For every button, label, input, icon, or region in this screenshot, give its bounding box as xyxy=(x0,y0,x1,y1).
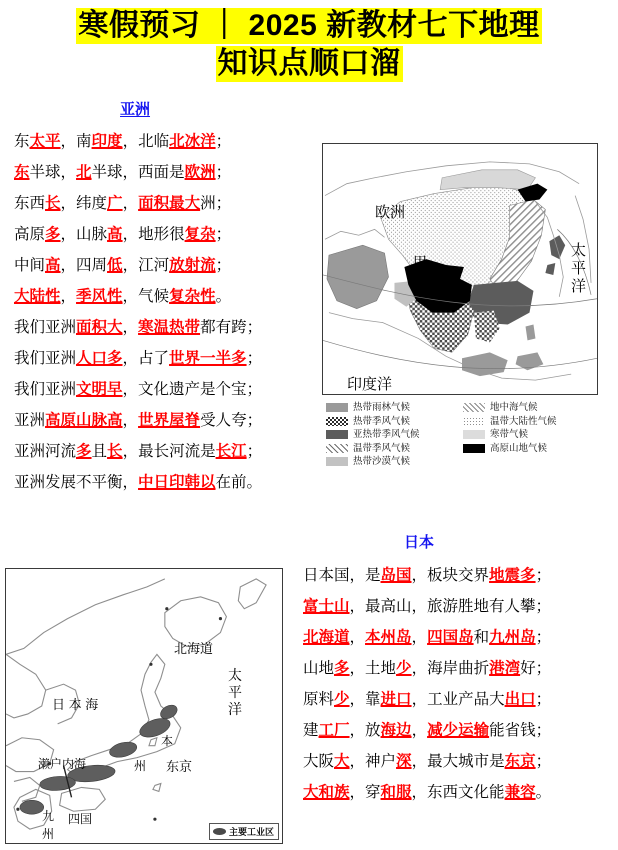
legend-label: 热带雨林气候 xyxy=(353,402,411,413)
plain-text: 。 xyxy=(535,784,552,801)
keyword-text: 九州岛 xyxy=(489,629,536,646)
plain-text: ， xyxy=(60,288,77,305)
keyword-text: 寒温热带 xyxy=(138,319,201,336)
keyword-text: 长江 xyxy=(215,443,247,460)
map-label: 欧洲 xyxy=(375,204,406,221)
keyword-text: 少 xyxy=(334,691,350,708)
legend-item xyxy=(463,442,557,456)
keyword-text: 面积最大 xyxy=(138,195,201,212)
keyword-text: 放射流 xyxy=(169,257,216,274)
plain-text: ； xyxy=(215,133,232,150)
keyword-text: 长 xyxy=(45,195,61,212)
plain-text: ； xyxy=(535,691,552,708)
legend-label: 热带季风气候 xyxy=(353,415,411,427)
industry-zone-swatch-icon xyxy=(213,828,226,835)
keyword-text: 高 xyxy=(107,226,123,243)
keyword-text: 和服 xyxy=(380,784,412,801)
asia-legend-column-left xyxy=(326,401,420,469)
plain-text: 和 xyxy=(473,629,490,646)
verse-line xyxy=(14,467,262,498)
legend-label: 温带季风气候 xyxy=(353,442,411,454)
verse-line xyxy=(14,188,262,219)
keyword-text: 太平 xyxy=(29,133,61,150)
title-line-1: 寒假预习 ｜ 2025 新教材七下地理 xyxy=(78,9,540,42)
plain-text: ， xyxy=(122,319,139,336)
keyword-text: 世界屋脊 xyxy=(138,412,201,429)
keyword-text: 季风性 xyxy=(76,288,123,305)
plain-text: 原料 xyxy=(303,691,335,708)
plain-text: 在前。 xyxy=(215,474,263,491)
page-title xyxy=(0,8,618,82)
map-label: 本 xyxy=(161,734,174,748)
plain-text: ，江河 xyxy=(122,257,170,274)
keyword-text: 大 xyxy=(334,753,350,770)
plain-text: ，纬度 xyxy=(60,195,108,212)
keyword-text: 富士山 xyxy=(303,598,350,615)
verse-line xyxy=(303,591,551,622)
keyword-text: 港湾 xyxy=(489,660,521,677)
keyword-text: 工厂 xyxy=(318,722,350,739)
legend-swatch-icon xyxy=(326,457,348,466)
plain-text: ； xyxy=(215,164,232,181)
plain-text: ，最大城市是 xyxy=(411,753,505,770)
map-label: 濑户内海 xyxy=(38,757,87,771)
plain-text: 洲； xyxy=(200,195,232,212)
asia-map-graphic xyxy=(323,144,597,394)
legend-swatch-icon xyxy=(463,444,485,453)
map-label: 四国 xyxy=(68,812,93,826)
plain-text: ，四周 xyxy=(60,257,108,274)
legend-label: 寒带气候 xyxy=(490,429,529,440)
verse-line xyxy=(303,560,551,591)
plain-text: ，海岸曲折 xyxy=(411,660,490,677)
asia-climate-map xyxy=(322,143,598,395)
plain-text: ，南 xyxy=(60,133,92,150)
plain-text: ， xyxy=(411,722,428,739)
legend-item xyxy=(326,401,420,415)
verse-line xyxy=(303,622,551,653)
japan-industry-map xyxy=(5,568,283,844)
plain-text: 能省钱； xyxy=(489,722,552,739)
plain-text: ，神户 xyxy=(349,753,397,770)
plain-text: ，文化遗产是个宝； xyxy=(122,381,263,398)
plain-text: 大阪 xyxy=(303,753,335,770)
plain-text: ； xyxy=(535,567,552,584)
keyword-text: 多 xyxy=(45,226,61,243)
keyword-text: 少 xyxy=(396,660,412,677)
section-heading-japan: 日本 xyxy=(404,534,435,551)
plain-text: 半球， xyxy=(29,164,77,181)
legend-label: 高原山地气候 xyxy=(490,442,548,454)
plain-text: ； xyxy=(535,629,552,646)
legend-label: 地中海气候 xyxy=(490,402,538,413)
plain-text: 建 xyxy=(303,722,319,739)
verse-line xyxy=(14,219,262,250)
plain-text: ，占了 xyxy=(122,350,170,367)
plain-text: ，板块交界 xyxy=(411,567,490,584)
japan-map-graphic xyxy=(6,569,282,843)
verse-line xyxy=(14,374,262,405)
legend-item xyxy=(326,415,420,429)
keyword-text: 高 xyxy=(45,257,61,274)
plain-text: 我们亚洲 xyxy=(14,319,77,336)
keyword-text: 复杂性 xyxy=(169,288,216,305)
legend-swatch-icon xyxy=(326,417,348,426)
keyword-text: 印度 xyxy=(91,133,123,150)
plain-text: ，放 xyxy=(349,722,381,739)
plain-text: ，北临 xyxy=(122,133,170,150)
plain-text: 东 xyxy=(14,133,30,150)
verse-line xyxy=(14,157,262,188)
plain-text: ，最长河流是 xyxy=(122,443,216,460)
keyword-text: 长 xyxy=(107,443,123,460)
plain-text: 日本国，是 xyxy=(303,567,381,584)
verse-line xyxy=(303,777,551,808)
verse-line xyxy=(303,746,551,777)
keyword-text: 欧洲 xyxy=(184,164,216,181)
verse-line xyxy=(14,436,262,467)
keyword-text: 多 xyxy=(334,660,350,677)
plain-text: ，地形很 xyxy=(122,226,185,243)
keyword-text: 岛国 xyxy=(380,567,412,584)
plain-text: 中间 xyxy=(14,257,46,274)
asia-verse-block xyxy=(14,126,262,498)
verse-line xyxy=(303,684,551,715)
plain-text: 我们亚洲 xyxy=(14,381,77,398)
keyword-text: 中日印韩以 xyxy=(138,474,216,491)
keyword-text: 广 xyxy=(107,195,123,212)
keyword-text: 大和族 xyxy=(303,784,350,801)
keyword-text: 大陆性 xyxy=(14,288,61,305)
legend-label: 温带大陆性气候 xyxy=(490,415,557,427)
plain-text: ， xyxy=(411,629,428,646)
plain-text: ； xyxy=(535,753,552,770)
keyword-text: 世界一半多 xyxy=(169,350,247,367)
plain-text: 且 xyxy=(91,443,108,460)
keyword-text: 出口 xyxy=(504,691,536,708)
plain-text: ，工业产品大 xyxy=(411,691,505,708)
map-label: 北海道 xyxy=(174,641,214,656)
legend-swatch-icon xyxy=(463,430,485,439)
verse-line xyxy=(14,250,262,281)
legend-swatch-icon xyxy=(326,444,348,453)
legend-label: 热带沙漠气候 xyxy=(353,456,411,467)
keyword-text: 低 xyxy=(107,257,123,274)
map-label: 甲 xyxy=(413,254,427,270)
plain-text: 山地 xyxy=(303,660,335,677)
plain-text: 亚洲发展不平衡， xyxy=(14,474,139,491)
map-label: 州 xyxy=(42,827,55,841)
keyword-text: 复杂 xyxy=(184,226,216,243)
verse-line xyxy=(14,281,262,312)
keyword-text: 人口多 xyxy=(76,350,123,367)
plain-text: ， xyxy=(122,195,139,212)
keyword-text: 减少运输 xyxy=(427,722,490,739)
legend-item xyxy=(463,401,557,415)
map-label: 太平洋 xyxy=(228,667,242,717)
plain-text: 我们亚洲 xyxy=(14,350,77,367)
japan-map-legend xyxy=(209,823,279,840)
map-label: 印度洋 xyxy=(347,376,393,393)
keyword-text: 文明早 xyxy=(76,381,123,398)
legend-swatch-icon xyxy=(463,403,485,412)
plain-text: 亚洲 xyxy=(14,412,46,429)
keyword-text: 东京 xyxy=(504,753,536,770)
plain-text: ，气候 xyxy=(122,288,170,305)
map-label: 州 xyxy=(134,759,147,773)
plain-text: ，靠 xyxy=(349,691,381,708)
verse-line xyxy=(14,312,262,343)
asia-legend-column-right xyxy=(463,401,557,455)
plain-text: ； xyxy=(215,257,232,274)
keyword-text: 地震多 xyxy=(489,567,536,584)
plain-text: ，最高山，旅游胜地有人攀； xyxy=(349,598,552,615)
keyword-text: 本州岛 xyxy=(365,629,412,646)
keyword-text: 东 xyxy=(14,164,30,181)
keyword-text: 面积大 xyxy=(76,319,123,336)
plain-text: 高原 xyxy=(14,226,46,243)
plain-text: 受人夸； xyxy=(200,412,263,429)
legend-item xyxy=(326,455,420,469)
plain-text: ，穿 xyxy=(349,784,381,801)
plain-text: ， xyxy=(349,629,366,646)
plain-text: ， xyxy=(122,412,139,429)
plain-text: ，土地 xyxy=(349,660,397,677)
plain-text: ，东西文化能 xyxy=(411,784,505,801)
legend-item xyxy=(463,428,557,442)
legend-item xyxy=(326,442,420,456)
japan-legend-label: 主要工业区 xyxy=(228,827,274,837)
keyword-text: 深 xyxy=(396,753,412,770)
keyword-text: 进口 xyxy=(380,691,412,708)
keyword-text: 北冰洋 xyxy=(169,133,216,150)
plain-text: 亚洲河流 xyxy=(14,443,77,460)
legend-item xyxy=(326,428,420,442)
verse-line xyxy=(14,126,262,157)
keyword-text: 高原山脉高 xyxy=(45,412,123,429)
keyword-text: 海边 xyxy=(380,722,412,739)
verse-line xyxy=(303,653,551,684)
plain-text: 。 xyxy=(215,288,232,305)
title-line-2: 知识点顺口溜 xyxy=(217,47,401,80)
legend-item xyxy=(463,415,557,429)
plain-text: 半球，西面是 xyxy=(91,164,185,181)
keyword-text: 兼容 xyxy=(504,784,536,801)
verse-line xyxy=(14,343,262,374)
plain-text: 都有跨； xyxy=(200,319,263,336)
keyword-text: 四国岛 xyxy=(427,629,474,646)
legend-label: 亚热带季风气候 xyxy=(353,429,420,440)
verse-line xyxy=(303,715,551,746)
legend-swatch-icon xyxy=(463,417,485,426)
map-label: 九 xyxy=(42,809,55,823)
section-heading-asia: 亚洲 xyxy=(120,101,151,118)
keyword-text: 北海道 xyxy=(303,629,350,646)
keyword-text: 北 xyxy=(76,164,92,181)
plain-text: ； xyxy=(246,350,263,367)
map-label: 太平洋 xyxy=(571,242,587,295)
verse-line xyxy=(14,405,262,436)
plain-text: ； xyxy=(215,226,232,243)
plain-text: ； xyxy=(246,443,263,460)
map-label: 日 本 海 xyxy=(52,697,99,712)
legend-swatch-icon xyxy=(326,403,348,412)
legend-swatch-icon xyxy=(326,430,348,439)
plain-text: 东西 xyxy=(14,195,46,212)
plain-text: ，山脉 xyxy=(60,226,108,243)
japan-verse-block xyxy=(303,560,551,808)
map-label: 东京 xyxy=(166,759,193,774)
plain-text: 好； xyxy=(520,660,552,677)
keyword-text: 多 xyxy=(76,443,92,460)
